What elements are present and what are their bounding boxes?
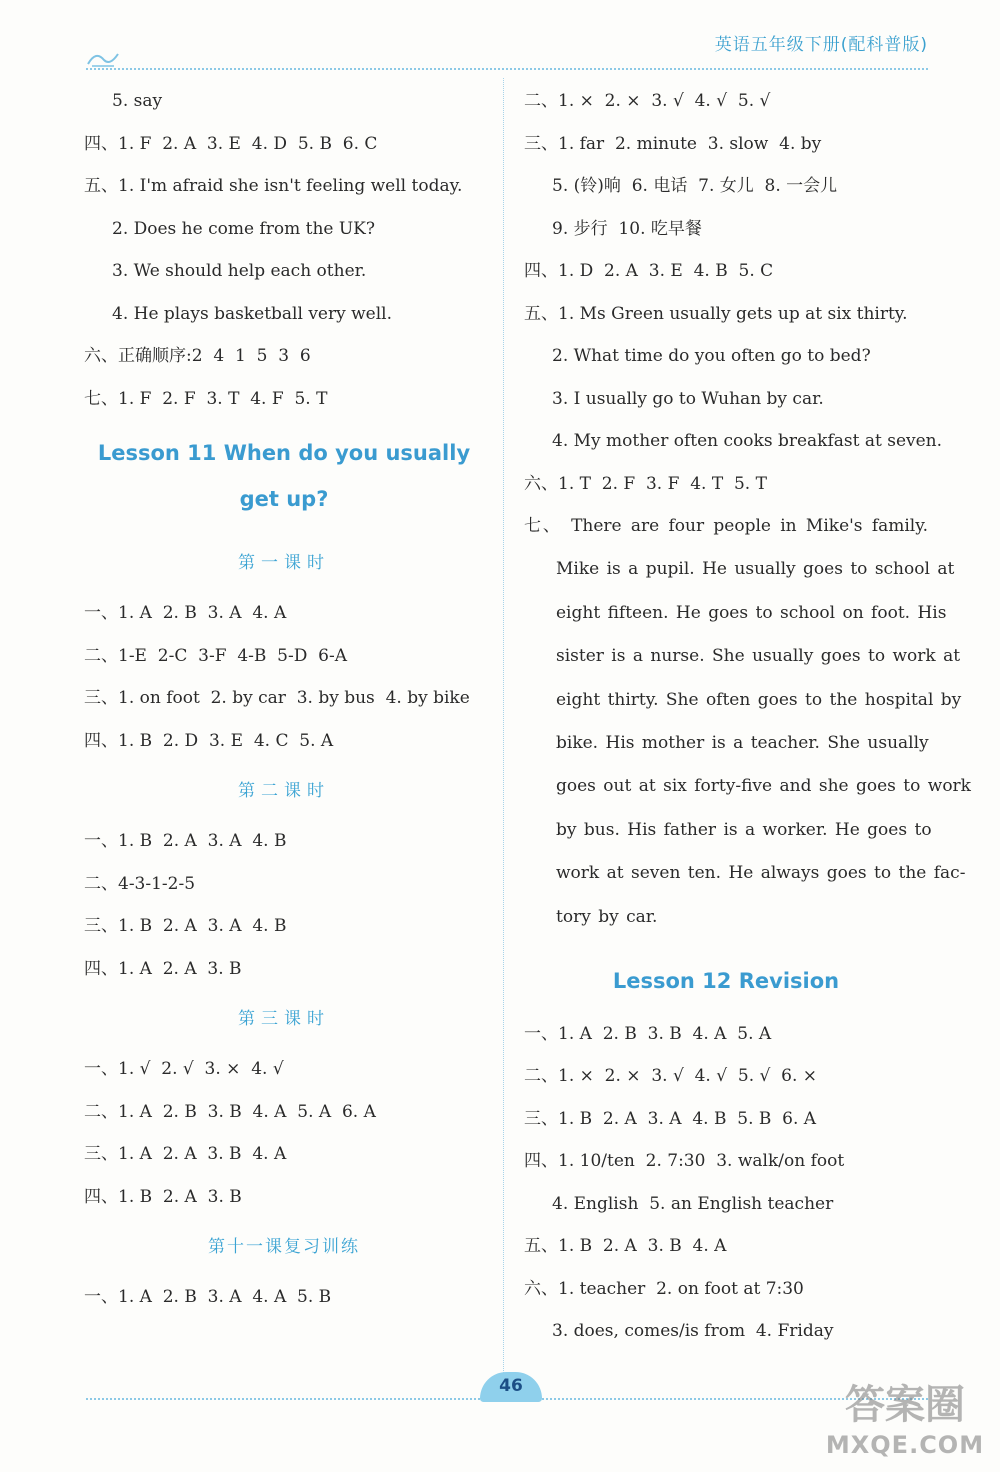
answer-line: 二、1. × 2. × 3. √ 4. √ 5. √ 6. × bbox=[524, 1066, 818, 1087]
answer-line: 四、1. D 2. A 3. E 4. B 5. C bbox=[524, 261, 774, 281]
section-heading-review: 第十一课复习训练 bbox=[208, 1237, 360, 1257]
answer-line: 三、1. A 2. A 3. B 4. A bbox=[84, 1144, 287, 1164]
answer-line: 七、1. F 2. F 3. T 4. F 5. T bbox=[84, 388, 328, 409]
answer-line: 五、1. I'm afraid she isn't feeling well today. bbox=[84, 176, 463, 196]
lesson-12-title: Lesson 12 Revision bbox=[612, 968, 840, 993]
answer-line: 四、1. B 2. D 3. E 4. C 5. A bbox=[84, 730, 334, 751]
answer-line: 4. My mother often cooks breakfast at seven. bbox=[552, 431, 943, 451]
paragraph-line: eight thirty. She often goes to the hospital by bbox=[556, 689, 962, 710]
answer-line: 二、4-3-1-2-5 bbox=[84, 873, 196, 894]
publisher-logo-icon bbox=[86, 46, 120, 70]
paragraph-line: tory by car. bbox=[556, 906, 658, 927]
answer-line: 一、1. A 2. B 3. A 4. A bbox=[84, 603, 287, 623]
answer-line: 三、1. B 2. A 3. A 4. B bbox=[84, 916, 287, 936]
answer-line: 五、1. B 2. A 3. B 4. A bbox=[524, 1236, 727, 1257]
book-title: 英语五年级下册(配科普版) bbox=[714, 35, 928, 55]
answer-line: 3. I usually go to Wuhan by car. bbox=[552, 388, 824, 409]
answer-line: 一、1. B 2. A 3. A 4. B bbox=[84, 831, 287, 851]
answer-line: 三、1. B 2. A 3. A 4. B 5. B 6. A bbox=[524, 1108, 817, 1129]
answer-line: 4. English 5. an English teacher bbox=[552, 1193, 834, 1214]
answer-line: 三、1. on foot 2. by car 3. by bus 4. by bike bbox=[84, 688, 470, 708]
left-column bbox=[84, 80, 484, 1319]
watermark-cn: 答案圈 bbox=[845, 1382, 965, 1428]
answer-line: 二、1. A 2. B 3. B 4. A 5. A 6. A bbox=[84, 1101, 376, 1122]
answer-line: 4. He plays basketball very well. bbox=[112, 303, 393, 324]
column-divider bbox=[503, 78, 504, 1383]
answer-line: 9. 步行 10. 吃早餐 bbox=[552, 218, 702, 239]
page-number: 46 bbox=[480, 1372, 542, 1402]
answer-line: 五、1. Ms Green usually gets up at six thirty. bbox=[524, 303, 908, 324]
answer-line: 5. (铃)响 6. 电话 7. 女儿 8. 一会儿 bbox=[552, 176, 838, 196]
paragraph-line: 七、 There are four people in Mike's family. bbox=[524, 516, 928, 536]
paragraph-line: eight fifteen. He goes to school on foot. His bbox=[556, 602, 947, 623]
section-heading-lesson-1: 第一课时 bbox=[238, 553, 330, 573]
answer-line: 四、1. F 2. A 3. E 4. D 5. B 6. C bbox=[84, 133, 378, 154]
writing-paragraph bbox=[524, 505, 971, 939]
answer-line: 六、1. T 2. F 3. F 4. T 5. T bbox=[524, 473, 767, 494]
section-heading-lesson-2: 第二课时 bbox=[238, 781, 330, 801]
right-column bbox=[524, 80, 971, 1353]
header-divider bbox=[86, 68, 928, 70]
answer-line: 一、1. √ 2. √ 3. × 4. √ bbox=[84, 1059, 284, 1079]
answer-line: 一、1. A 2. B 3. B 4. A 5. A bbox=[524, 1023, 772, 1044]
answer-line: 二、1. × 2. × 3. √ 4. √ 5. √ bbox=[524, 91, 771, 111]
paragraph-line: sister is a nurse. She usually goes to work at bbox=[556, 646, 961, 667]
answer-line: 三、1. far 2. minute 3. slow 4. by bbox=[524, 133, 822, 154]
paragraph-line: Mike is a pupil. He usually goes to school at bbox=[556, 559, 955, 580]
paragraph-line: by bus. His father is a worker. He goes to bbox=[556, 819, 932, 840]
answer-line: 四、1. 10/ten 2. 7:30 3. walk/on foot bbox=[524, 1151, 845, 1172]
answer-line: 一、1. A 2. B 3. A 4. A 5. B bbox=[84, 1287, 332, 1307]
lesson-11-title: Lesson 11 When do you usually bbox=[97, 441, 471, 465]
answer-line: 四、1. B 2. A 3. B bbox=[84, 1186, 242, 1207]
answer-line: 二、1-E 2-C 3-F 4-B 5-D 6-A bbox=[84, 645, 348, 666]
watermark-en: MXQE.COM bbox=[825, 1431, 985, 1459]
lesson-11-title-cont: get up? bbox=[239, 487, 329, 511]
answer-line: 六、正确顺序:2 4 1 5 3 6 bbox=[84, 346, 311, 366]
section-heading-lesson-3: 第三课时 bbox=[238, 1009, 330, 1029]
site-watermark bbox=[820, 1380, 990, 1470]
answer-line: 2. Does he come from the UK? bbox=[112, 218, 375, 239]
answer-line: 3. We should help each other. bbox=[112, 261, 367, 281]
answer-line: 六、1. teacher 2. on foot at 7:30 bbox=[524, 1278, 804, 1299]
paragraph-line: goes out at six forty-five and she goes to work bbox=[556, 776, 971, 797]
paragraph-line: bike. His mother is a teacher. She usually bbox=[556, 732, 929, 753]
answer-line: 5. say bbox=[112, 91, 163, 111]
paragraph-line: work at seven ten. He always goes to the fac- bbox=[556, 863, 966, 884]
answer-line: 3. does, comes/is from 4. Friday bbox=[552, 1321, 834, 1342]
answer-line: 四、1. A 2. A 3. B bbox=[84, 958, 242, 979]
answer-line: 2. What time do you often go to bed? bbox=[552, 346, 871, 366]
